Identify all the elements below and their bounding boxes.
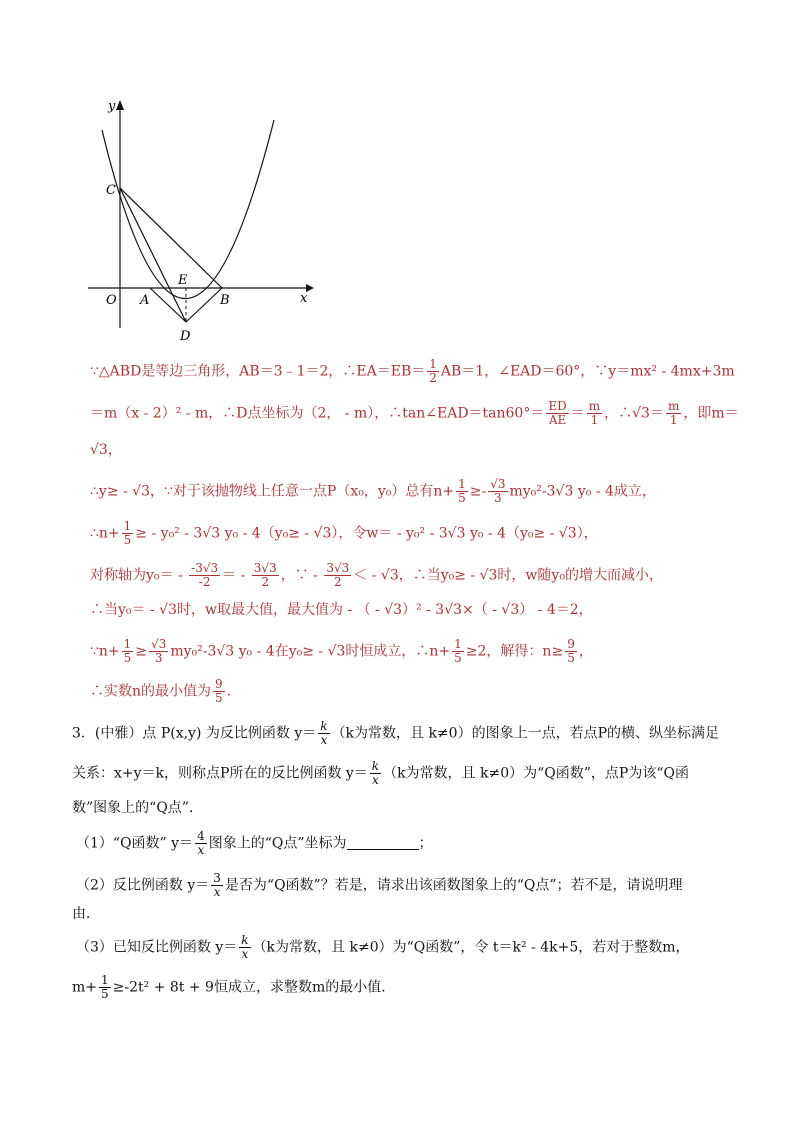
fraction	[213, 678, 225, 705]
fraction	[427, 358, 439, 385]
fraction	[149, 638, 168, 665]
denominator: x	[320, 733, 328, 747]
text: ∴y≥ - √3，∵对于该抛物线上任意一点P（x₀，y₀）总有n+	[90, 483, 455, 500]
fraction	[546, 400, 568, 427]
numerator: -3√3	[191, 561, 219, 575]
solution-line-5	[90, 520, 598, 547]
numerator: k	[320, 719, 328, 733]
denominator: 1	[669, 413, 678, 427]
text: 是否为“Q函数”？若是，请求出该函数图象上的“Q点”；若不是，请说明理	[224, 877, 683, 894]
denominator: 2	[429, 371, 437, 385]
label-x: x	[300, 291, 308, 306]
text: ，	[578, 643, 593, 660]
text: ；	[418, 835, 433, 852]
label-E: E	[178, 273, 188, 288]
numerator: 3√3	[253, 561, 277, 575]
solution-line-6	[90, 562, 663, 589]
denominator: 5	[123, 651, 132, 665]
solution-line-3	[90, 440, 122, 460]
text: m+	[72, 979, 98, 996]
fraction	[488, 478, 507, 505]
y-axis-arrow	[116, 100, 124, 110]
text: AB＝1，∠EAD＝60°，∵y＝mx² - 4mx+3m	[440, 363, 735, 380]
denominator: 2	[261, 575, 270, 589]
text: ≥ - y₀² - 3√3 y₀ - 4（y₀≥ - √3），令w＝ - y₀² - 3√3 y₀ - 4（y₀≥ - √3），	[135, 525, 598, 542]
fraction	[122, 520, 134, 547]
text: 图象上的“Q点”坐标为	[208, 835, 347, 852]
question-3	[76, 934, 690, 961]
label-A: A	[140, 293, 150, 308]
text: （2）反比例函数 y＝	[76, 877, 210, 894]
fraction	[195, 830, 207, 857]
fraction	[211, 872, 223, 899]
question-1	[76, 830, 433, 857]
denominator: AE	[548, 413, 567, 427]
text: ，∵ -	[280, 567, 323, 584]
fraction	[666, 400, 681, 427]
fraction	[189, 562, 220, 589]
answer-blank[interactable]	[347, 835, 419, 850]
denominator: 5	[567, 651, 575, 665]
text: ＝ -	[222, 567, 250, 584]
segment-CD	[120, 188, 186, 322]
numerator: 3	[213, 871, 221, 885]
denominator: x	[213, 885, 221, 899]
numerator: 1	[123, 637, 132, 651]
fraction	[456, 478, 468, 505]
denominator: 5	[215, 691, 223, 705]
text: 数”图象上的“Q点”．	[72, 800, 203, 816]
numerator: m	[667, 399, 680, 413]
label-C: C	[106, 183, 116, 198]
denominator: 1	[590, 413, 599, 427]
question-3-cont	[72, 974, 395, 1001]
text: ＝	[570, 405, 585, 422]
numerator: 4	[197, 829, 205, 843]
numerator: ED	[548, 399, 567, 413]
text: my₀²-3√3 y₀ - 4成立，	[509, 483, 656, 500]
problem-line-1	[72, 720, 719, 747]
text: my₀²-3√3 y₀ - 4在y₀≥ - √3时恒成立，∴n+	[170, 643, 451, 660]
fraction	[370, 760, 381, 787]
numerator: 1	[454, 637, 462, 651]
text: ∵△ABD是等边三角形，AB＝3﹣1＝2，∴EA＝EB＝	[90, 363, 426, 380]
solution-line-2	[90, 400, 739, 427]
fraction	[565, 638, 577, 665]
denominator: 3	[494, 491, 502, 505]
numerator: 1	[101, 973, 109, 987]
numerator: 9	[215, 677, 223, 691]
denominator: x	[197, 843, 205, 857]
denominator: 5	[458, 491, 466, 505]
text: （1）“Q函数” y＝	[76, 835, 194, 852]
solution-line-1	[90, 358, 735, 385]
text: ≥2，解得：n≥	[465, 643, 564, 660]
denominator: 5	[123, 533, 132, 547]
text: ，即m＝	[683, 405, 739, 422]
numerator: m	[588, 399, 601, 413]
numerator: 9	[567, 637, 575, 651]
text: （k为常数，且 k≠0）为“Q函数”，令 t＝k² - 4k+5，若对于整数m，	[252, 939, 690, 956]
solution-line-7	[90, 600, 593, 620]
denominator: 2	[333, 575, 342, 589]
text: （k为常数，且 k≠0）的图象上一点，若点P的横、纵坐标满足	[331, 725, 719, 742]
text: √3，	[90, 442, 122, 458]
fraction	[587, 400, 602, 427]
denominator: 5	[454, 651, 462, 665]
text: ∴n+	[90, 525, 120, 542]
denominator: 5	[101, 987, 109, 1001]
text: ∴实数n的最小值为	[90, 683, 212, 700]
numerator: √3	[490, 477, 506, 491]
parabola-figure	[88, 92, 318, 352]
label-D: D	[180, 329, 191, 344]
problem-line-2	[72, 760, 689, 787]
fraction	[239, 934, 250, 961]
numerator: k	[241, 933, 249, 947]
label-B: B	[220, 293, 230, 308]
solution-line-4	[90, 478, 656, 505]
denominator: x	[372, 773, 379, 787]
text: 对称轴为y₀＝ -	[90, 567, 188, 584]
fraction	[252, 562, 279, 589]
fraction	[324, 562, 351, 589]
question-2-cont	[72, 904, 100, 924]
numerator: 3√3	[326, 561, 350, 575]
segment-AD	[150, 288, 186, 322]
numerator: 1	[123, 519, 132, 533]
text: ≥	[135, 643, 148, 660]
question-2	[76, 872, 683, 899]
text: 由．	[72, 906, 100, 922]
label-y: y	[108, 99, 116, 114]
denominator: -2	[198, 575, 211, 589]
fraction	[318, 720, 329, 747]
parabola-curve	[102, 120, 274, 299]
numerator: 1	[458, 477, 466, 491]
text: ≥-	[469, 483, 487, 500]
numerator: 1	[429, 357, 437, 371]
fraction	[452, 638, 464, 665]
text: （k为常数，且 k≠0）为“Q函数”，点P为该“Q函	[383, 765, 689, 782]
denominator: x	[241, 947, 249, 961]
segment-DB	[186, 288, 222, 322]
fraction	[122, 638, 134, 665]
denominator: 3	[154, 651, 163, 665]
text: （3）已知反比例函数 y＝	[76, 939, 238, 956]
solution-line-9	[90, 678, 241, 705]
text: ，∴√3＝	[604, 405, 664, 422]
text: ．	[226, 683, 241, 700]
text: 3．(中雅）点 P(x,y) 为反比例函数 y＝	[72, 725, 317, 742]
label-O: O	[106, 293, 117, 308]
fraction	[99, 974, 111, 1001]
text: ∴当y₀＝ - √3时，w取最大值，最大值为 - （ - √3）² - 3√3×（ - √3） - 4＝2，	[90, 602, 593, 618]
text: ＜ - √3，∴当y₀≥ - √3时，w随y₀的增大而减小，	[353, 567, 663, 584]
text: ＝m（x - 2）² - m，∴D点坐标为（2， - m），∴tan∠EAD＝tan60°＝	[90, 405, 545, 422]
numerator: √3	[151, 637, 167, 651]
problem-line-3	[72, 798, 203, 818]
text: 关系：x+y＝k，则称点P所在的反比例函数 y＝	[72, 765, 368, 782]
text: ≥-2t² + 8t + 9恒成立，求整数m的最小值．	[112, 979, 396, 996]
numerator: k	[371, 759, 380, 773]
solution-line-8	[90, 638, 593, 665]
text: ∵n+	[90, 643, 120, 660]
